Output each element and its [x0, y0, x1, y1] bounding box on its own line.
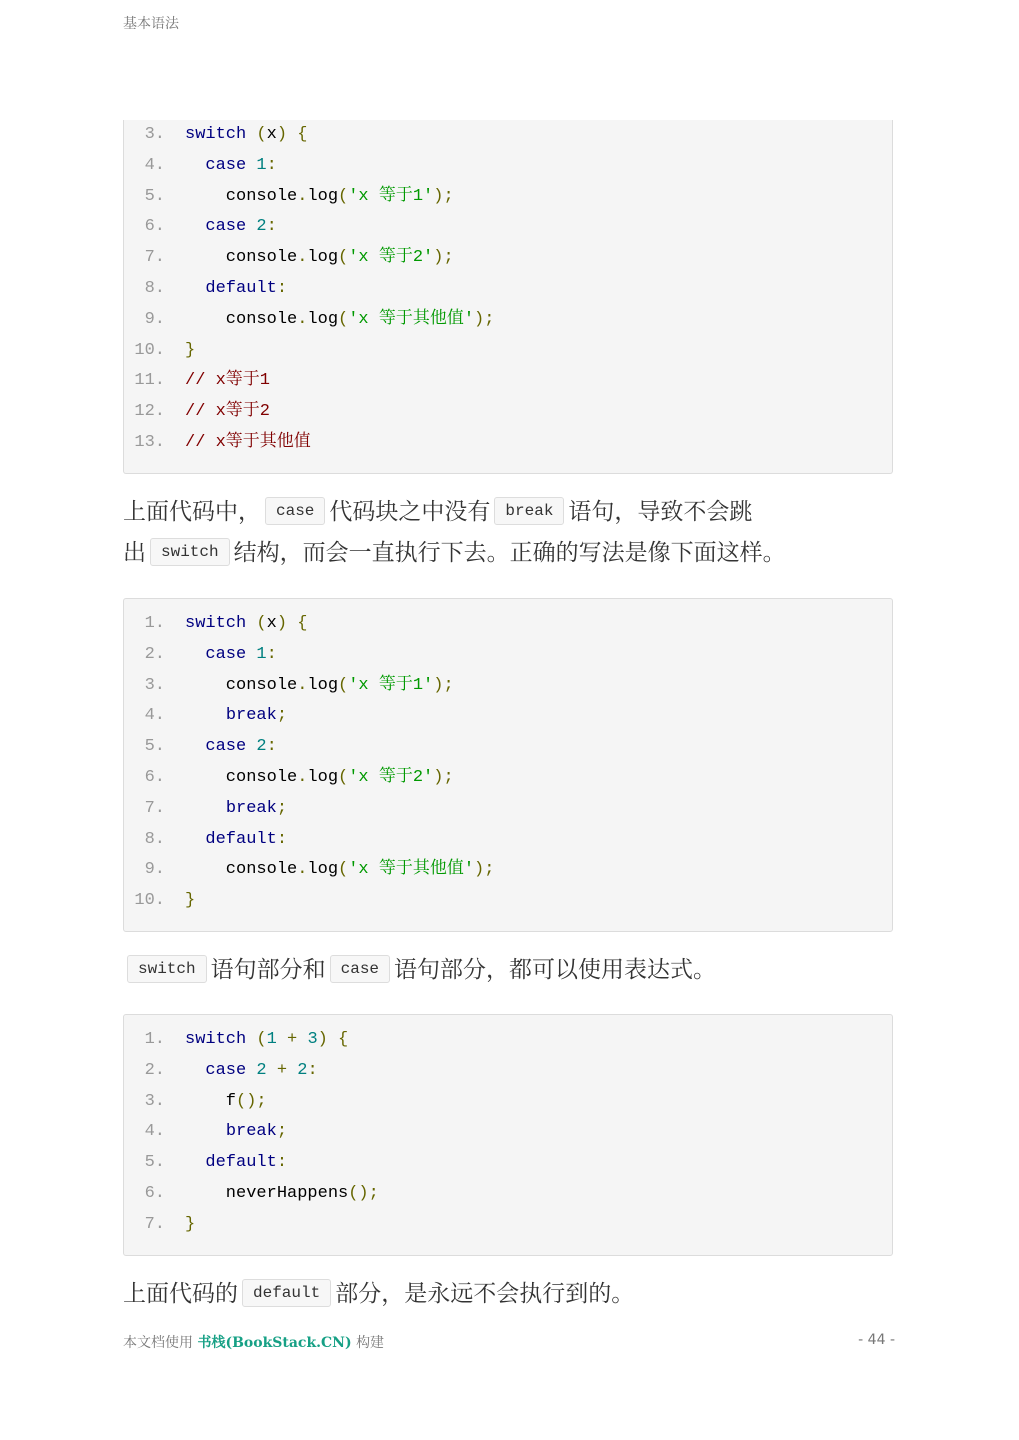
code-text: // x等于1 [185, 371, 271, 391]
para-text: 上面代码中， [123, 499, 261, 525]
code-block-2 [123, 598, 893, 932]
code-text: default: [205, 829, 288, 849]
line-number: 4. [144, 1122, 165, 1142]
line-number: 13. [134, 432, 165, 452]
code-text: switch (x) { [185, 614, 308, 633]
code-text: } [185, 340, 196, 360]
code-text: // x等于2 [185, 402, 271, 422]
code-text: f(); [185, 1091, 267, 1111]
footer-brand-link[interactable]: 书栈(BookStack.CN) [197, 1335, 352, 1351]
code-line [124, 1148, 892, 1179]
code-line [124, 609, 892, 640]
code-text: console.log('x 等于2'); [185, 248, 454, 268]
code-text: console.log('x 等于2'); [185, 767, 454, 787]
code-line [124, 671, 892, 702]
code-text: case 1: [205, 644, 277, 664]
inline-code: default [242, 1279, 331, 1307]
code-line [124, 120, 892, 151]
code-text: break; [225, 706, 288, 726]
inline-code: case [330, 955, 390, 983]
line-number: 11. [134, 371, 165, 391]
code-block-3 [123, 1014, 893, 1256]
code-line [124, 1056, 892, 1087]
line-number: 6. [144, 767, 165, 787]
code-line [124, 336, 892, 367]
code-text: neverHappens(); [185, 1183, 379, 1203]
code-text: default: [205, 278, 288, 298]
para-text: 语句部分，都可以使用表达式。 [394, 957, 717, 983]
line-number: 8. [144, 829, 165, 849]
footer-credit [123, 1332, 384, 1352]
code-line [124, 274, 892, 305]
para-text: 语句，导致不会跳 [568, 499, 753, 525]
code-line [124, 182, 892, 213]
line-number: 4. [144, 706, 165, 726]
code-text: console.log('x 等于1'); [185, 186, 454, 206]
code-line [124, 212, 892, 243]
line-number: 2. [144, 644, 165, 664]
code-line [124, 366, 892, 397]
paragraph-3 [123, 1274, 893, 1315]
line-number: 7. [144, 248, 165, 268]
line-number: 1. [144, 614, 165, 633]
code-text: case 2 + 2: [205, 1060, 318, 1080]
line-number: 5. [144, 737, 165, 757]
para-text: 结构，而会一直执行下去。正确的写法是像下面这样。 [233, 540, 786, 566]
code-text: // x等于其他值 [185, 432, 311, 452]
line-number: 3. [144, 675, 165, 695]
page-number: - 44 - [858, 1332, 895, 1348]
inline-code: switch [127, 955, 207, 983]
line-number: 9. [144, 309, 165, 329]
code-text: break; [225, 798, 288, 818]
line-number: 6. [144, 1183, 165, 1203]
code-text: default: [205, 1153, 288, 1173]
line-number: 2. [144, 1060, 165, 1080]
line-number: 1. [144, 1030, 165, 1049]
para-text: 上面代码的 [123, 1281, 238, 1307]
para-text: 代码块之中没有 [329, 499, 491, 525]
code-text: console.log('x 等于其他值'); [185, 309, 495, 329]
running-header: 基本语法 [123, 16, 179, 32]
inline-code: break [494, 497, 564, 525]
line-number: 7. [144, 798, 165, 818]
footer-prefix: 本文档使用 [123, 1335, 193, 1351]
code-text: switch (1 + 3) { [185, 1030, 349, 1049]
inline-code: case [265, 497, 325, 525]
line-number: 12. [134, 402, 165, 422]
line-number: 10. [134, 340, 165, 360]
code-text: } [185, 891, 196, 911]
code-line [124, 640, 892, 671]
line-number: 8. [144, 278, 165, 298]
paragraph-2 [123, 950, 893, 991]
code-text: console.log('x 等于1'); [185, 675, 454, 695]
code-text: } [185, 1214, 196, 1234]
line-number: 5. [144, 1153, 165, 1173]
code-line [124, 701, 892, 732]
code-text: console.log('x 等于其他值'); [185, 860, 495, 880]
code-text: break; [225, 1122, 288, 1142]
line-number: 6. [144, 217, 165, 237]
code-line [124, 1025, 892, 1056]
code-line [124, 855, 892, 886]
code-line [124, 397, 892, 428]
code-line [124, 794, 892, 825]
line-number: 7. [144, 1214, 165, 1234]
code-line [124, 1210, 892, 1241]
line-number: 9. [144, 860, 165, 880]
code-line [124, 763, 892, 794]
line-number: 4. [144, 155, 165, 175]
line-number: 5. [144, 186, 165, 206]
para-text: 出 [123, 540, 146, 566]
code-text: switch (x) { [185, 125, 308, 144]
line-number: 10. [134, 891, 165, 911]
code-line [124, 151, 892, 182]
code-line [124, 886, 892, 917]
paragraph-1 [123, 492, 893, 574]
code-line [124, 1117, 892, 1148]
code-line [124, 243, 892, 274]
code-block-1 [123, 120, 893, 474]
footer-suffix: 构建 [356, 1335, 385, 1351]
code-line [124, 305, 892, 336]
line-number: 3. [144, 1091, 165, 1111]
code-text: case 2: [205, 737, 277, 757]
code-line [124, 428, 892, 459]
code-line [124, 825, 892, 856]
para-text: 部分，是永远不会执行到的。 [335, 1281, 635, 1307]
code-line [124, 732, 892, 763]
inline-code: switch [150, 538, 230, 566]
para-text: 语句部分和 [210, 957, 326, 983]
code-line [124, 1087, 892, 1118]
code-line [124, 1179, 892, 1210]
line-number: 3. [144, 125, 165, 144]
code-text: case 1: [205, 155, 277, 175]
code-text: case 2: [205, 217, 277, 237]
